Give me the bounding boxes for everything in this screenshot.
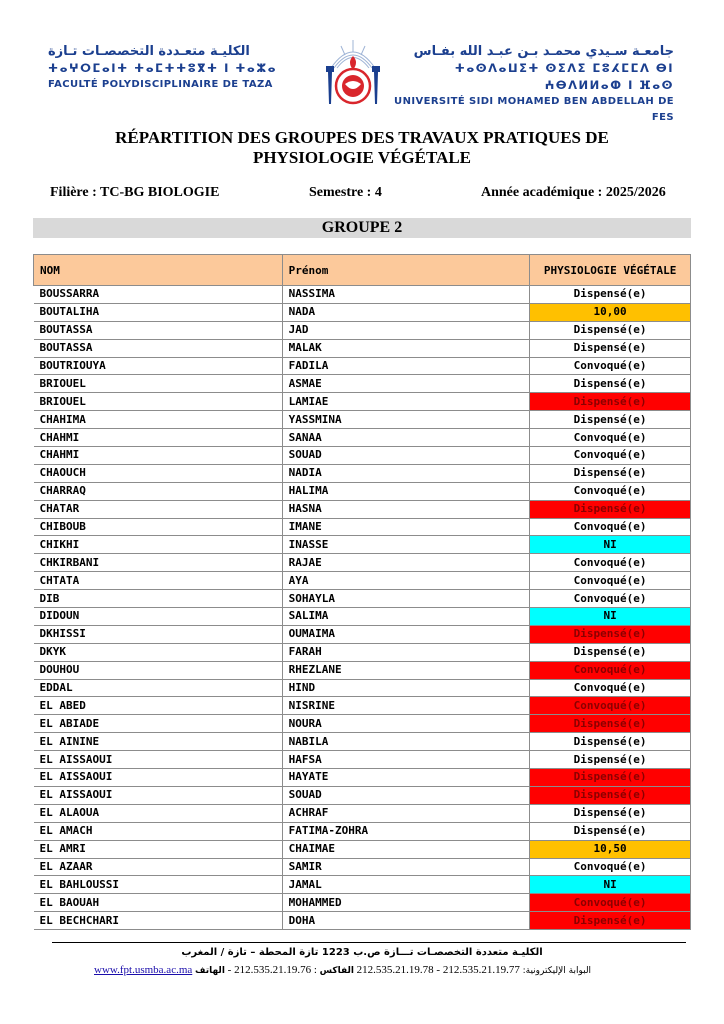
table-row bbox=[34, 608, 691, 626]
cell-status: Dispensé(e) bbox=[530, 733, 691, 751]
table-row bbox=[34, 786, 691, 804]
cell-nom: CHIKHI bbox=[34, 536, 283, 554]
footer-address: الكليـة متعددة التخصصـات تـــازة ص.ب 1223 تازة المحطة – تازة / المغرب bbox=[181, 947, 543, 958]
cell-prenom: ACHRAF bbox=[282, 804, 530, 822]
cell-nom: DKHISSI bbox=[34, 625, 283, 643]
cell-nom: EL AMACH bbox=[34, 822, 283, 840]
cell-status: Convoqué(e) bbox=[530, 572, 691, 590]
cell-nom: EL BAOUAH bbox=[34, 894, 283, 912]
table-row bbox=[34, 804, 691, 822]
cell-prenom: CHAIMAE bbox=[282, 840, 530, 858]
cell-prenom: IMANE bbox=[282, 518, 530, 536]
cell-prenom: HAYATE bbox=[282, 769, 530, 787]
cell-nom: CHAHIMA bbox=[34, 411, 283, 429]
cell-status: Dispensé(e) bbox=[530, 286, 691, 304]
cell-nom: EL AININE bbox=[34, 733, 283, 751]
cell-prenom: NISRINE bbox=[282, 697, 530, 715]
table-row bbox=[34, 733, 691, 751]
semestre-label: Semestre : 4 bbox=[309, 185, 382, 200]
cell-prenom: MOHAMMED bbox=[282, 894, 530, 912]
cell-prenom: SOUAD bbox=[282, 447, 530, 465]
table-row bbox=[34, 321, 691, 339]
cell-nom: BOUTRIOUYA bbox=[34, 357, 283, 375]
cell-prenom: RHEZLANE bbox=[282, 661, 530, 679]
table-row bbox=[34, 429, 691, 447]
cell-nom: EL AZAAR bbox=[34, 858, 283, 876]
phone-number: : 212.535.21.19.76 - bbox=[227, 964, 317, 976]
cell-status: Convoqué(e) bbox=[530, 697, 691, 715]
cell-prenom: NOURA bbox=[282, 715, 530, 733]
cell-status: NI bbox=[530, 876, 691, 894]
cell-status: NI bbox=[530, 608, 691, 626]
cell-prenom: SAMIR bbox=[282, 858, 530, 876]
cell-nom: EL AISSAOUI bbox=[34, 751, 283, 769]
cell-status: Dispensé(e) bbox=[530, 751, 691, 769]
footer-divider bbox=[52, 942, 686, 943]
faculty-header bbox=[48, 44, 310, 93]
cell-status: Convoqué(e) bbox=[530, 554, 691, 572]
cell-nom: DIDOUN bbox=[34, 608, 283, 626]
faculty-name-tifinagh: ⵜⴰⵖⵔⵎⴰⵏⵜ ⵜⴰⵎⵜⵜⵓⴳⵜ ⵏ ⵜⴰⵣⴰ bbox=[48, 61, 278, 75]
table-row bbox=[34, 876, 691, 894]
cell-status: NI bbox=[530, 536, 691, 554]
cell-nom: BOUTASSA bbox=[34, 321, 283, 339]
cell-nom: EL AISSAOUI bbox=[34, 769, 283, 787]
title-line-2: PHYSIOLOGIE VÉGÉTALE bbox=[252, 148, 472, 167]
table-row bbox=[34, 715, 691, 733]
cell-nom: CHKIRBANI bbox=[34, 554, 283, 572]
cell-prenom: OUMAIMA bbox=[282, 625, 530, 643]
cell-nom: CHAOUCH bbox=[34, 464, 283, 482]
cell-nom: BOUTASSA bbox=[34, 339, 283, 357]
faculty-name-arabic: الكليـة متعـددة التخصصـات تـازة bbox=[48, 44, 250, 59]
cell-prenom: LAMIAE bbox=[282, 393, 530, 411]
website-link[interactable]: www.fpt.usmba.ac.ma bbox=[94, 964, 193, 976]
cell-status: Convoqué(e) bbox=[530, 661, 691, 679]
cell-nom: EL ABED bbox=[34, 697, 283, 715]
cell-status: Dispensé(e) bbox=[530, 500, 691, 518]
cell-status: Convoqué(e) bbox=[530, 482, 691, 500]
cell-prenom: FARAH bbox=[282, 643, 530, 661]
table-row bbox=[34, 339, 691, 357]
cell-prenom: NABILA bbox=[282, 733, 530, 751]
table-row bbox=[34, 769, 691, 787]
cell-status: Convoqué(e) bbox=[530, 357, 691, 375]
table-row bbox=[34, 357, 691, 375]
cell-status: Dispensé(e) bbox=[530, 321, 691, 339]
filiere-label: Filière : TC-BG BIOLOGIE bbox=[50, 185, 220, 200]
cell-status: Convoqué(e) bbox=[530, 590, 691, 608]
cell-prenom: SALIMA bbox=[282, 608, 530, 626]
cell-nom: EL BAHLOUSSI bbox=[34, 876, 283, 894]
faculty-name-french: FACULTÉ POLYDISCIPLINAIRE DE TAZA bbox=[48, 79, 273, 90]
cell-status: Dispensé(e) bbox=[530, 769, 691, 787]
cell-prenom: FATIMA-ZOHRA bbox=[282, 822, 530, 840]
group-title: GROUPE 2 bbox=[33, 218, 691, 238]
cell-prenom: SOHAYLA bbox=[282, 590, 530, 608]
cell-nom: BRIOUEL bbox=[34, 393, 283, 411]
cell-prenom: SOUAD bbox=[282, 786, 530, 804]
column-header-nom: NOM bbox=[34, 255, 283, 286]
table-row bbox=[34, 464, 691, 482]
column-header-physiologie: PHYSIOLOGIE VÉGÉTALE bbox=[530, 255, 691, 286]
cell-status: Dispensé(e) bbox=[530, 411, 691, 429]
table-row bbox=[34, 536, 691, 554]
table-row bbox=[34, 411, 691, 429]
table-row bbox=[34, 912, 691, 930]
cell-prenom: YASSMINA bbox=[282, 411, 530, 429]
students-table bbox=[33, 254, 691, 930]
cell-nom: EL AISSAOUI bbox=[34, 786, 283, 804]
table-row bbox=[34, 572, 691, 590]
cell-nom: DIB bbox=[34, 590, 283, 608]
cell-nom: CHATAR bbox=[34, 500, 283, 518]
cell-prenom: RAJAE bbox=[282, 554, 530, 572]
cell-status: Dispensé(e) bbox=[530, 393, 691, 411]
cell-status: Dispensé(e) bbox=[530, 786, 691, 804]
table-row bbox=[34, 500, 691, 518]
table-header-row bbox=[34, 255, 691, 286]
cell-prenom: ASMAE bbox=[282, 375, 530, 393]
table-row bbox=[34, 590, 691, 608]
cell-nom: EL ABIADE bbox=[34, 715, 283, 733]
cell-status: 10,00 bbox=[530, 303, 691, 321]
cell-prenom: HALIMA bbox=[282, 482, 530, 500]
cell-nom: CHARRAQ bbox=[34, 482, 283, 500]
table-row bbox=[34, 661, 691, 679]
table-row bbox=[34, 286, 691, 304]
cell-status: Dispensé(e) bbox=[530, 912, 691, 930]
cell-status: Convoqué(e) bbox=[530, 894, 691, 912]
cell-nom: CHAHMI bbox=[34, 429, 283, 447]
column-header-prenom: Prénom bbox=[282, 255, 530, 286]
table-row bbox=[34, 840, 691, 858]
university-name-arabic: جامعـة سـيدي محمـد بـن عبـد الله بفـاس bbox=[413, 44, 674, 59]
cell-nom: CHTATA bbox=[34, 572, 283, 590]
cell-nom: EL AMRI bbox=[34, 840, 283, 858]
cell-status: Dispensé(e) bbox=[530, 822, 691, 840]
table-row bbox=[34, 697, 691, 715]
cell-status: Dispensé(e) bbox=[530, 625, 691, 643]
cell-status: Dispensé(e) bbox=[530, 339, 691, 357]
cell-status: Dispensé(e) bbox=[530, 375, 691, 393]
cell-nom: BOUSSARRA bbox=[34, 286, 283, 304]
table-row bbox=[34, 482, 691, 500]
cell-prenom: MALAK bbox=[282, 339, 530, 357]
cell-nom: CHIBOUB bbox=[34, 518, 283, 536]
portal-label: البوابة الإليكترونية: bbox=[522, 966, 592, 976]
table-row bbox=[34, 625, 691, 643]
cell-status: Convoqué(e) bbox=[530, 518, 691, 536]
title-line-1: RÉPARTITION DES GROUPES DES TRAVAUX PRATIQUES DE bbox=[115, 128, 609, 147]
cell-status: Convoqué(e) bbox=[530, 679, 691, 697]
table-row bbox=[34, 447, 691, 465]
cell-prenom: HAFSA bbox=[282, 751, 530, 769]
cell-prenom: AYA bbox=[282, 572, 530, 590]
table-row bbox=[34, 822, 691, 840]
fax-label: الفاكس bbox=[319, 966, 354, 976]
cell-status: Dispensé(e) bbox=[530, 804, 691, 822]
university-emblem-icon bbox=[323, 38, 383, 108]
table-row bbox=[34, 303, 691, 321]
page-title bbox=[0, 128, 724, 168]
table-row bbox=[34, 894, 691, 912]
cell-nom: DKYK bbox=[34, 643, 283, 661]
cell-prenom: SANAA bbox=[282, 429, 530, 447]
table-body bbox=[34, 286, 691, 930]
fax-numbers: 212.535.21.19.77 - 212.535.21.19.78 bbox=[356, 964, 520, 976]
cell-status: 10,50 bbox=[530, 840, 691, 858]
university-name-french: UNIVERSITÉ SIDI MOHAMED BEN ABDELLAH DE FES bbox=[394, 96, 674, 123]
cell-prenom: HIND bbox=[282, 679, 530, 697]
cell-nom: EDDAL bbox=[34, 679, 283, 697]
university-header bbox=[392, 44, 674, 126]
table-row bbox=[34, 679, 691, 697]
cell-status: Convoqué(e) bbox=[530, 858, 691, 876]
footer-contact bbox=[94, 964, 684, 976]
table-row bbox=[34, 858, 691, 876]
cell-nom: DOUHOU bbox=[34, 661, 283, 679]
table-row bbox=[34, 751, 691, 769]
table-row bbox=[34, 554, 691, 572]
cell-prenom: NASSIMA bbox=[282, 286, 530, 304]
phone-label: الهاتف bbox=[195, 966, 225, 976]
table-row bbox=[34, 375, 691, 393]
cell-prenom: HASNA bbox=[282, 500, 530, 518]
cell-prenom: JAD bbox=[282, 321, 530, 339]
cell-status: Dispensé(e) bbox=[530, 643, 691, 661]
cell-status: Convoqué(e) bbox=[530, 447, 691, 465]
table-row bbox=[34, 393, 691, 411]
annee-label: Année académique : 2025/2026 bbox=[481, 185, 666, 200]
cell-prenom: JAMAL bbox=[282, 876, 530, 894]
cell-status: Convoqué(e) bbox=[530, 429, 691, 447]
table-row bbox=[34, 643, 691, 661]
cell-prenom: NADIA bbox=[282, 464, 530, 482]
cell-nom: CHAHMI bbox=[34, 447, 283, 465]
cell-nom: EL BECHCHARI bbox=[34, 912, 283, 930]
cell-nom: BRIOUEL bbox=[34, 375, 283, 393]
cell-prenom: FADILA bbox=[282, 357, 530, 375]
cell-prenom: DOHA bbox=[282, 912, 530, 930]
cell-status: Dispensé(e) bbox=[530, 715, 691, 733]
cell-prenom: NADA bbox=[282, 303, 530, 321]
table-row bbox=[34, 518, 691, 536]
university-name-tifinagh: ⵜⴰⵙⴷⴰⵡⵉⵜ ⵙⵉⴷⵉ ⵎⵓⵃⵎⵎⴷ ⴱⵏ ⵄⴱⴷⵍⵍⴰⵀ ⵏ ⴼⴰⵙ bbox=[454, 61, 674, 92]
cell-status: Dispensé(e) bbox=[530, 464, 691, 482]
cell-nom: EL ALAOUA bbox=[34, 804, 283, 822]
cell-nom: BOUTALIHA bbox=[34, 303, 283, 321]
cell-prenom: INASSE bbox=[282, 536, 530, 554]
